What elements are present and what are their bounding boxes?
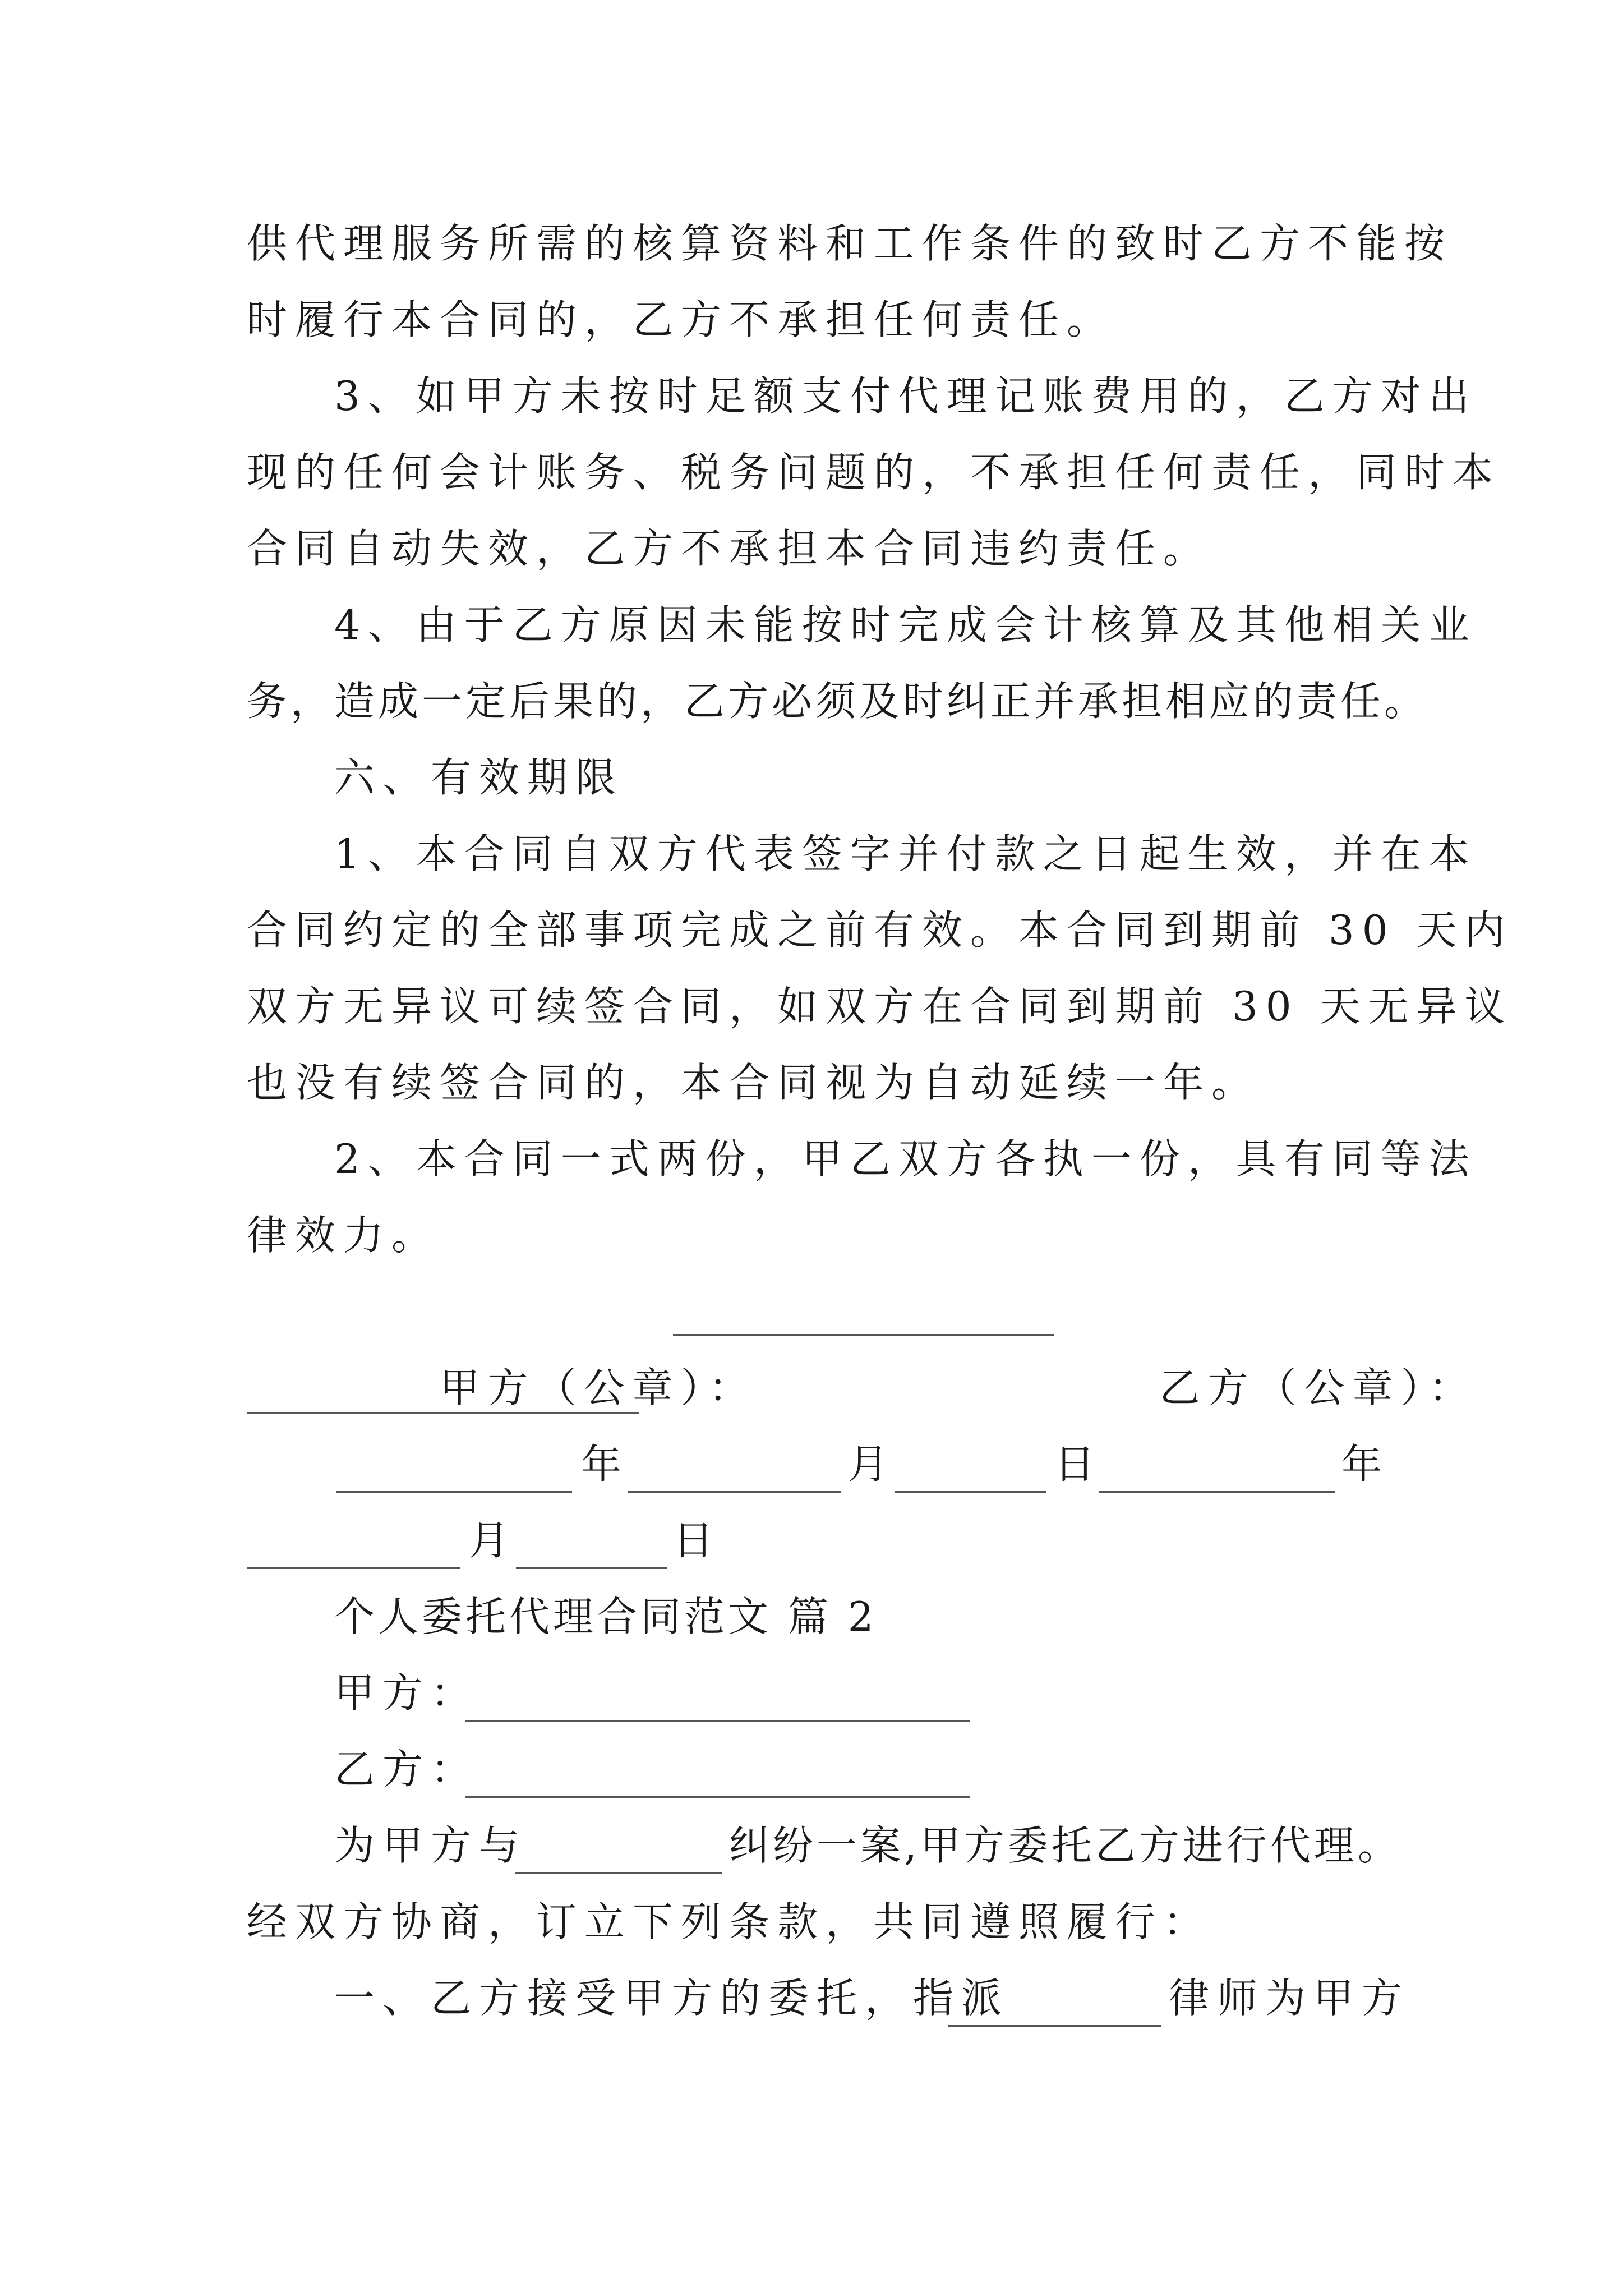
party-b-name-field[interactable] [465, 1763, 970, 1798]
intro-text-b: 纠纷一案,甲方委托乙方进行代理。 [729, 1822, 1401, 1869]
party-a-month-field[interactable] [628, 1457, 841, 1493]
party-b-label: 乙方： [334, 1746, 479, 1793]
paragraph-line: 合同约定的全部事项完成之前有效。本合同到期前 30 天内 [247, 907, 1513, 954]
dispute-party-field[interactable] [515, 1839, 722, 1874]
paragraph-line: 3、如甲方未按时足额支付代理记账费用的，乙方对出 [334, 372, 1477, 420]
paragraph-line: 经双方协商，订立下列条款，共同遵照履行： [247, 1898, 1212, 1945]
lawyer-name-field[interactable] [948, 1991, 1161, 2027]
month-label: 月 [469, 1517, 518, 1564]
day-label: 日 [673, 1517, 722, 1564]
party-a-year-field[interactable] [336, 1457, 572, 1493]
paragraph-line: 供代理服务所需的核算资料和工作条件的致时乙方不能按 [247, 220, 1453, 267]
day-label: 日 [1054, 1441, 1103, 1488]
paragraph-line: 双方无异议可续签合同，如双方在合同到期前 30 天无异议 [247, 983, 1513, 1030]
party-b-seal-field[interactable] [247, 1379, 639, 1414]
intro-text-a: 为甲方与 [334, 1822, 528, 1869]
paragraph-line: 4、由于乙方原因未能按时完成会计核算及其他相关业 [334, 601, 1477, 648]
party-a-seal-label: 甲方（公章）： [439, 1364, 757, 1411]
paragraph-line: 也没有续签合同的，本合同视为自动延续一年。 [247, 1059, 1260, 1106]
contract-title: 个人委托代理合同范文 篇 2 [334, 1593, 877, 1640]
paragraph-line: 2、本合同一式两份，甲乙双方各执一份，具有同等法 [334, 1135, 1477, 1182]
item-text-a: 一、乙方接受甲方的委托，指派 [334, 1975, 1010, 2022]
year-label: 年 [1341, 1441, 1390, 1488]
month-label: 月 [848, 1441, 897, 1488]
party-b-seal-label: 乙方（公章）： [1159, 1364, 1477, 1411]
party-a-day-field[interactable] [895, 1457, 1046, 1493]
party-a-label: 甲方： [334, 1669, 479, 1717]
paragraph-line: 1、本合同自双方代表签字并付款之日起生效，并在本 [334, 830, 1477, 877]
party-b-year-field[interactable] [1099, 1457, 1335, 1493]
paragraph-line: 时履行本合同的，乙方不承担任何责任。 [247, 296, 1115, 343]
paragraph-line: 务，造成一定后果的，乙方必须及时纠正并承担相应的责任。 [247, 678, 1428, 725]
party-b-month-field[interactable] [247, 1534, 460, 1569]
party-a-name-field[interactable] [465, 1686, 970, 1722]
paragraph-line: 律效力。 [247, 1212, 440, 1259]
section-heading: 六、有效期限 [334, 754, 624, 801]
party-a-seal-field[interactable] [673, 1300, 1054, 1336]
paragraph-line: 合同自动失效，乙方不承担本合同违约责任。 [247, 525, 1212, 572]
party-b-day-field[interactable] [516, 1534, 667, 1569]
paragraph-line: 现的任何会计账务、税务问题的，不承担任何责任，同时本 [247, 449, 1501, 496]
year-label: 年 [581, 1441, 630, 1488]
item-text-b: 律师为甲方 [1169, 1975, 1410, 2022]
